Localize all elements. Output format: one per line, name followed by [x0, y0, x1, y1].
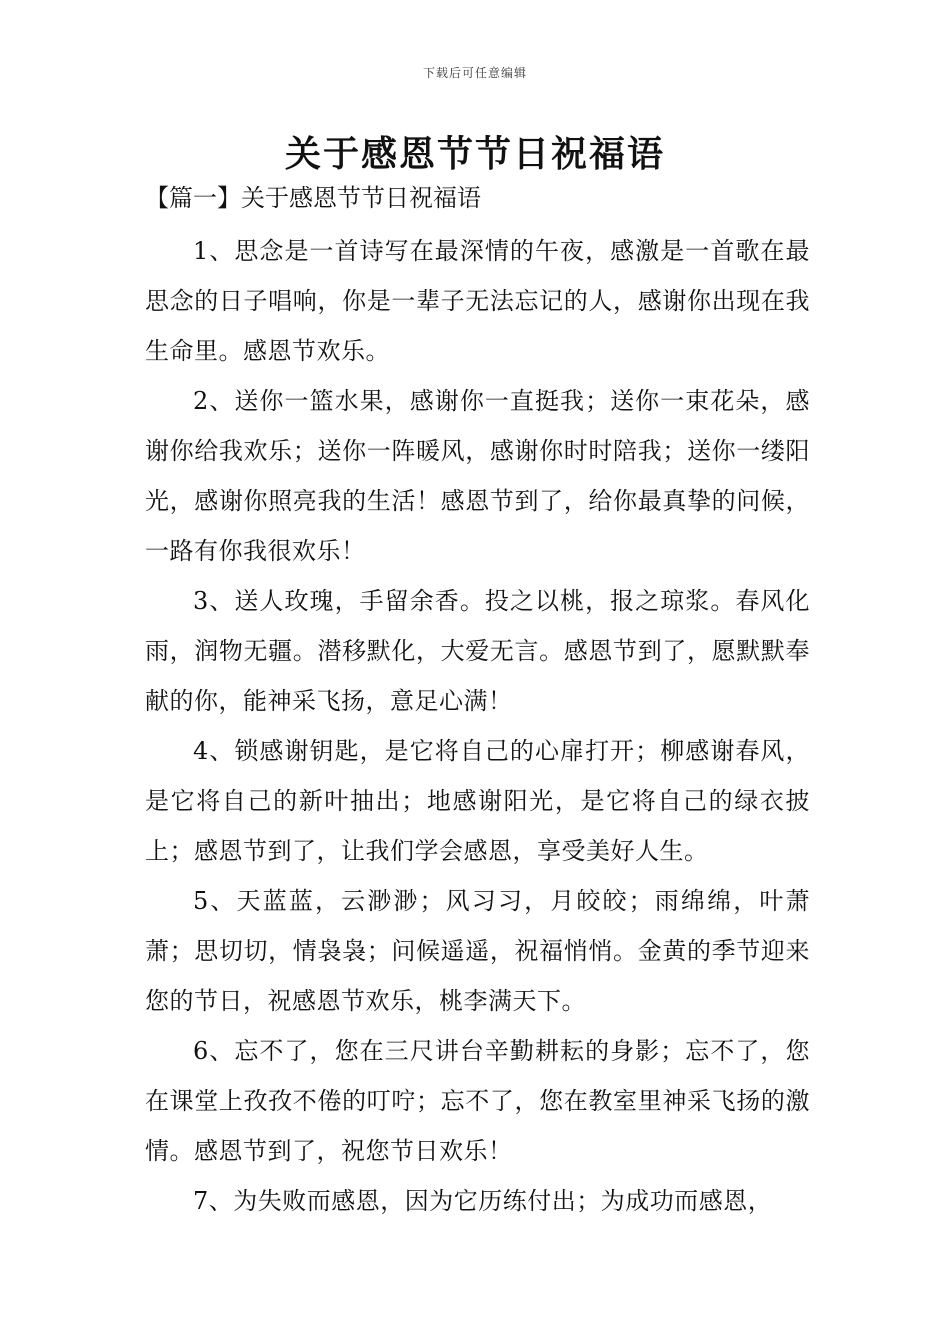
paragraph-2: 2、送你一篮水果，感谢你一直挺我；送你一束花朵，感谢你给我欢乐；送你一阵暖风，感谢你时时陪我；送你一缕阳光，感谢你照亮我的生活！感恩节到了，给你最真挚的问候，一路有你我很欢乐！: [145, 387, 810, 565]
paragraph-6: 6、忘不了，您在三尺讲台辛勤耕耘的身影；忘不了，您在课堂上孜孜不倦的叮咛；忘不了，您在教室里神采飞扬的激情。感恩节到了，祝您节日欢乐！: [145, 1037, 810, 1165]
paragraph-7: 7、为失败而感恩，因为它历练付出；为成功而感恩，: [193, 1187, 773, 1215]
paragraph-4: 4、锁感谢钥匙，是它将自己的心扉打开；柳感谢春风，是它将自己的新叶抽出；地感谢阳光，是它将自己的绿衣披上；感恩节到了，让我们学会感恩，享受美好人生。: [145, 737, 810, 865]
body-text: [145, 226, 810, 1226]
paragraph-3: 3、送人玫瑰，手留余香。投之以桃，报之琼浆。春风化雨，润物无疆。潜移默化，大爱无言。感恩节到了，愿默默奉献的你，能神采飞扬，意足心满！: [145, 587, 810, 715]
document-title: 关于感恩节节日祝福语: [284, 134, 665, 175]
paragraph-5: 5、天蓝蓝，云渺渺；风习习，月皎皎；雨绵绵，叶萧萧；思切切，情袅袅；问候遥遥，祝福悄悄。金黄的季节迎来您的节日，祝感恩节欢乐，桃李满天下。: [145, 887, 810, 1015]
section-heading: 【篇一】关于感恩节节日祝福语: [145, 184, 481, 212]
paragraph-1: 1、思念是一首诗写在最深情的午夜，感激是一首歌在最思念的日子唱响，你是一辈子无法忘记的人，感谢你出现在我生命里。感恩节欢乐。: [145, 237, 810, 365]
header-note: 下载后可任意编辑: [422, 66, 527, 80]
